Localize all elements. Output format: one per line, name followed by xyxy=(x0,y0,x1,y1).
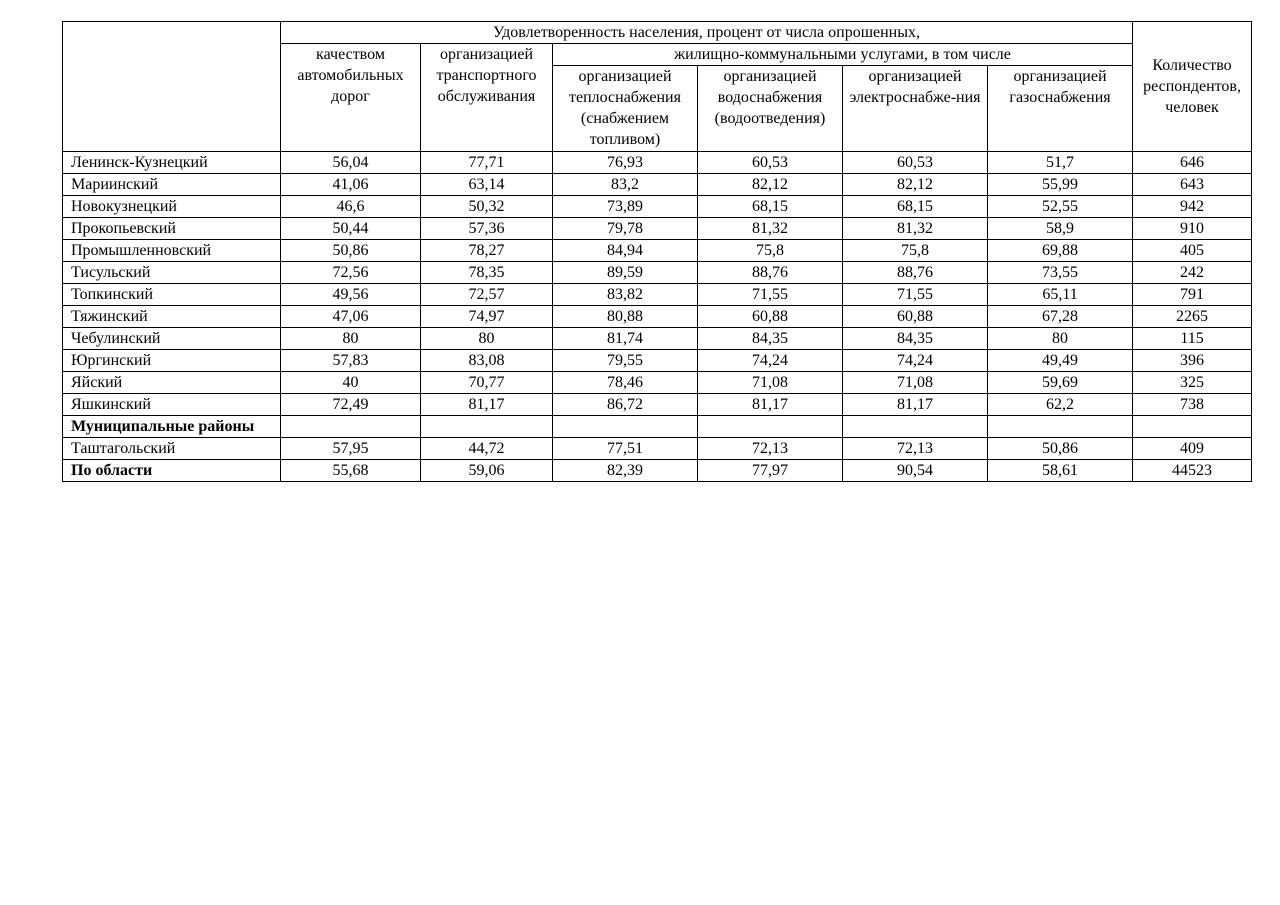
respondents-value-cell: 910 xyxy=(1133,218,1252,240)
roads-value-cell: 50,44 xyxy=(281,218,421,240)
district-name-cell: Тяжинский xyxy=(63,306,281,328)
table-row xyxy=(63,372,1252,394)
respondents-value-cell: 409 xyxy=(1133,438,1252,460)
electric-value-cell: 81,17 xyxy=(843,394,988,416)
transport-value-cell: 44,72 xyxy=(421,438,553,460)
heat-value-cell: 73,89 xyxy=(553,196,698,218)
table-row xyxy=(63,196,1252,218)
gas-value-cell: 50,86 xyxy=(988,438,1133,460)
water-value-cell: 81,32 xyxy=(698,218,843,240)
gas-value-cell: 73,55 xyxy=(988,262,1133,284)
gas-value-cell: 80 xyxy=(988,328,1133,350)
section-title: Муниципальные районы xyxy=(63,416,281,438)
header-transport: организацией транспортного обслуживания xyxy=(421,44,553,152)
gas-value-cell: 51,7 xyxy=(988,152,1133,174)
district-name-cell: Ленинск-Кузнецкий xyxy=(63,152,281,174)
roads-value-cell: 56,04 xyxy=(281,152,421,174)
transport-value-cell: 81,17 xyxy=(421,394,553,416)
heat-value-cell: 79,78 xyxy=(553,218,698,240)
respondents-value-cell: 738 xyxy=(1133,394,1252,416)
heat-value-cell: 76,93 xyxy=(553,152,698,174)
respondents-value-cell: 44523 xyxy=(1133,460,1252,482)
document-page xyxy=(62,21,1251,482)
electric-value-cell: 90,54 xyxy=(843,460,988,482)
roads-value-cell: 80 xyxy=(281,328,421,350)
electric-value-cell: 81,32 xyxy=(843,218,988,240)
transport-value-cell: 72,57 xyxy=(421,284,553,306)
transport-value-cell: 74,97 xyxy=(421,306,553,328)
water-value-cell: 60,53 xyxy=(698,152,843,174)
transport-value-cell: 78,35 xyxy=(421,262,553,284)
respondents-value-cell: 646 xyxy=(1133,152,1252,174)
table-row xyxy=(63,240,1252,262)
gas-value-cell: 55,99 xyxy=(988,174,1133,196)
gas-value-cell: 59,69 xyxy=(988,372,1133,394)
header-roads: качеством автомобильных дорог xyxy=(281,44,421,152)
district-name-cell: Юргинский xyxy=(63,350,281,372)
table-row xyxy=(63,174,1252,196)
heat-value-cell: 84,94 xyxy=(553,240,698,262)
table-row xyxy=(63,262,1252,284)
heat-value-cell: 79,55 xyxy=(553,350,698,372)
district-name-cell: Чебулинский xyxy=(63,328,281,350)
respondents-value-cell: 242 xyxy=(1133,262,1252,284)
water-value-cell: 82,12 xyxy=(698,174,843,196)
table-cell xyxy=(421,416,553,438)
gas-value-cell: 67,28 xyxy=(988,306,1133,328)
roads-value-cell: 41,06 xyxy=(281,174,421,196)
transport-value-cell: 78,27 xyxy=(421,240,553,262)
water-value-cell: 60,88 xyxy=(698,306,843,328)
electric-value-cell: 75,8 xyxy=(843,240,988,262)
district-name-cell: Прокопьевский xyxy=(63,218,281,240)
district-name-cell: По области xyxy=(63,460,281,482)
gas-value-cell: 58,9 xyxy=(988,218,1133,240)
gas-value-cell: 49,49 xyxy=(988,350,1133,372)
gas-value-cell: 58,61 xyxy=(988,460,1133,482)
electric-value-cell: 60,53 xyxy=(843,152,988,174)
respondents-value-cell: 643 xyxy=(1133,174,1252,196)
heat-value-cell: 78,46 xyxy=(553,372,698,394)
table-cell xyxy=(281,416,421,438)
transport-value-cell: 63,14 xyxy=(421,174,553,196)
gas-value-cell: 62,2 xyxy=(988,394,1133,416)
electric-value-cell: 71,08 xyxy=(843,372,988,394)
electric-value-cell: 84,35 xyxy=(843,328,988,350)
water-value-cell: 88,76 xyxy=(698,262,843,284)
roads-value-cell: 72,56 xyxy=(281,262,421,284)
water-value-cell: 84,35 xyxy=(698,328,843,350)
table-row xyxy=(63,218,1252,240)
heat-value-cell: 80,88 xyxy=(553,306,698,328)
header-gas: организацией газоснабжения xyxy=(988,66,1133,152)
electric-value-cell: 60,88 xyxy=(843,306,988,328)
roads-value-cell: 49,56 xyxy=(281,284,421,306)
water-value-cell: 74,24 xyxy=(698,350,843,372)
table-row xyxy=(63,438,1252,460)
heat-value-cell: 83,2 xyxy=(553,174,698,196)
district-name-cell: Яйский xyxy=(63,372,281,394)
water-value-cell: 81,17 xyxy=(698,394,843,416)
table-row xyxy=(63,284,1252,306)
table-cell xyxy=(698,416,843,438)
district-name-cell: Таштагольский xyxy=(63,438,281,460)
table-row xyxy=(63,306,1252,328)
roads-value-cell: 55,68 xyxy=(281,460,421,482)
district-name-cell: Промышленновский xyxy=(63,240,281,262)
table-row xyxy=(63,152,1252,174)
district-name-cell: Топкинский xyxy=(63,284,281,306)
respondents-value-cell: 791 xyxy=(1133,284,1252,306)
respondents-value-cell: 2265 xyxy=(1133,306,1252,328)
transport-value-cell: 50,32 xyxy=(421,196,553,218)
transport-value-cell: 77,71 xyxy=(421,152,553,174)
heat-value-cell: 81,74 xyxy=(553,328,698,350)
satisfaction-table xyxy=(62,21,1252,482)
transport-value-cell: 59,06 xyxy=(421,460,553,482)
water-value-cell: 71,08 xyxy=(698,372,843,394)
gas-value-cell: 52,55 xyxy=(988,196,1133,218)
water-value-cell: 77,97 xyxy=(698,460,843,482)
section-header-row xyxy=(63,416,1252,438)
table-row xyxy=(63,328,1252,350)
table-cell xyxy=(843,416,988,438)
district-name-cell: Мариинский xyxy=(63,174,281,196)
roads-value-cell: 50,86 xyxy=(281,240,421,262)
header-group-satisfaction: Удовлетворенность населения, процент от числа опрошенных, xyxy=(281,22,1133,44)
heat-value-cell: 89,59 xyxy=(553,262,698,284)
heat-value-cell: 83,82 xyxy=(553,284,698,306)
roads-value-cell: 40 xyxy=(281,372,421,394)
heat-value-cell: 82,39 xyxy=(553,460,698,482)
roads-value-cell: 47,06 xyxy=(281,306,421,328)
electric-value-cell: 71,55 xyxy=(843,284,988,306)
roads-value-cell: 46,6 xyxy=(281,196,421,218)
table-cell xyxy=(553,416,698,438)
roads-value-cell: 57,95 xyxy=(281,438,421,460)
header-electric: организацией электроснабже-ния xyxy=(843,66,988,152)
respondents-value-cell: 115 xyxy=(1133,328,1252,350)
table-header xyxy=(63,22,1252,152)
district-name-cell: Новокузнецкий xyxy=(63,196,281,218)
header-housing: жилищно-коммунальными услугами, в том числе xyxy=(553,44,1133,66)
electric-value-cell: 72,13 xyxy=(843,438,988,460)
district-name-cell: Яшкинский xyxy=(63,394,281,416)
transport-value-cell: 80 xyxy=(421,328,553,350)
table-body xyxy=(63,152,1252,482)
electric-value-cell: 82,12 xyxy=(843,174,988,196)
respondents-value-cell: 325 xyxy=(1133,372,1252,394)
water-value-cell: 75,8 xyxy=(698,240,843,262)
respondents-value-cell: 405 xyxy=(1133,240,1252,262)
water-value-cell: 72,13 xyxy=(698,438,843,460)
roads-value-cell: 57,83 xyxy=(281,350,421,372)
gas-value-cell: 65,11 xyxy=(988,284,1133,306)
transport-value-cell: 70,77 xyxy=(421,372,553,394)
header-water: организацией водоснабжения (водоотведения) xyxy=(698,66,843,152)
heat-value-cell: 86,72 xyxy=(553,394,698,416)
transport-value-cell: 83,08 xyxy=(421,350,553,372)
respondents-value-cell: 942 xyxy=(1133,196,1252,218)
roads-value-cell: 72,49 xyxy=(281,394,421,416)
header-blank-cell xyxy=(63,22,281,152)
table-cell xyxy=(988,416,1133,438)
table-cell xyxy=(1133,416,1252,438)
electric-value-cell: 68,15 xyxy=(843,196,988,218)
electric-value-cell: 88,76 xyxy=(843,262,988,284)
water-value-cell: 71,55 xyxy=(698,284,843,306)
table-row xyxy=(63,350,1252,372)
district-name-cell: Тисульский xyxy=(63,262,281,284)
header-heat: организацией теплоснабжения (снабжением топливом) xyxy=(553,66,698,152)
respondents-value-cell: 396 xyxy=(1133,350,1252,372)
water-value-cell: 68,15 xyxy=(698,196,843,218)
table-row xyxy=(63,394,1252,416)
total-row xyxy=(63,460,1252,482)
gas-value-cell: 69,88 xyxy=(988,240,1133,262)
header-respondents: Количество респондентов, человек xyxy=(1133,22,1252,152)
electric-value-cell: 74,24 xyxy=(843,350,988,372)
heat-value-cell: 77,51 xyxy=(553,438,698,460)
transport-value-cell: 57,36 xyxy=(421,218,553,240)
